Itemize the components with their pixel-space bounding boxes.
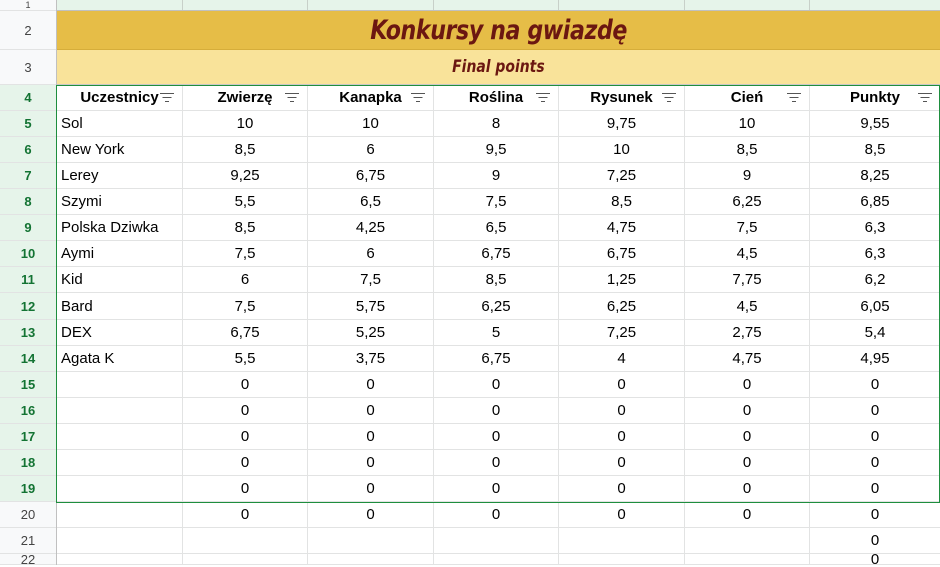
- cell-value: 0: [240, 454, 250, 471]
- column-header-2[interactable]: [308, 85, 434, 111]
- cell-value: 0: [617, 376, 626, 393]
- cell-value: 0: [491, 454, 501, 471]
- cell-value: 2,75: [732, 324, 762, 341]
- sheet-subtitle: Final points: [452, 57, 545, 77]
- cell-value: 6,5: [360, 193, 381, 210]
- score-cell[interactable]: [559, 450, 685, 476]
- score-cell[interactable]: [308, 111, 434, 137]
- cell-value: 0: [366, 480, 375, 497]
- score-cell[interactable]: [308, 528, 434, 554]
- cell-value: 0: [870, 506, 880, 523]
- cell-value: 0: [240, 376, 250, 393]
- column-header-6[interactable]: [810, 85, 940, 111]
- score-cell[interactable]: [183, 267, 308, 293]
- cell-value: 0: [742, 402, 752, 419]
- score-cell[interactable]: [559, 111, 685, 137]
- row-header-10[interactable]: 10: [0, 241, 56, 267]
- cell-value: 7,25: [606, 167, 637, 184]
- score-cell[interactable]: [434, 189, 559, 215]
- score-cell[interactable]: [308, 424, 434, 450]
- cell-value: 10: [236, 115, 254, 132]
- cell-value: 6,25: [732, 193, 762, 210]
- cell-value: 7,5: [360, 271, 381, 288]
- cell-value: 6,3: [864, 245, 886, 262]
- column-header-3[interactable]: [434, 85, 559, 111]
- cell-value: Agata K: [61, 350, 115, 367]
- score-cell[interactable]: [434, 476, 559, 502]
- cell-value: 3,75: [355, 350, 386, 367]
- score-cell[interactable]: [308, 320, 434, 346]
- name-cell[interactable]: [57, 398, 183, 424]
- score-cell[interactable]: [559, 320, 685, 346]
- cell-value: 0: [870, 376, 880, 393]
- cell-value: 0: [491, 402, 501, 419]
- cell-value: 0: [617, 428, 626, 445]
- cell-value: 0: [366, 454, 375, 471]
- cell-value: 4,75: [732, 350, 762, 367]
- cell-value: 0: [366, 376, 375, 393]
- row-header-22[interactable]: 22: [0, 554, 56, 565]
- name-cell[interactable]: [57, 111, 183, 137]
- score-cell[interactable]: [685, 528, 810, 554]
- cell-value: Kanapka: [339, 89, 402, 106]
- row-header-11[interactable]: 11: [0, 267, 56, 293]
- score-cell[interactable]: [434, 528, 559, 554]
- cell-value: Lerey: [61, 167, 99, 184]
- score-cell[interactable]: [308, 476, 434, 502]
- cell-value: 0: [240, 480, 250, 497]
- score-cell[interactable]: [685, 398, 810, 424]
- score-cell[interactable]: [559, 476, 685, 502]
- cell-value: 4,75: [606, 219, 637, 236]
- cell-value: 0: [366, 402, 375, 419]
- row-header-4[interactable]: 4: [0, 85, 56, 111]
- score-cell[interactable]: [810, 372, 940, 398]
- cell-value: 6,25: [481, 297, 511, 315]
- cell-value: 8,5: [736, 141, 758, 158]
- score-cell[interactable]: [308, 163, 434, 189]
- score-cell[interactable]: [559, 502, 685, 528]
- cell-value: New York: [61, 141, 125, 158]
- cell-value: 0: [742, 506, 752, 523]
- score-cell[interactable]: [434, 163, 559, 189]
- column-header-4[interactable]: [559, 85, 685, 111]
- name-cell[interactable]: [57, 320, 183, 346]
- filter-icon[interactable]: [411, 93, 425, 103]
- score-cell[interactable]: [183, 320, 308, 346]
- score-cell[interactable]: [685, 346, 810, 372]
- cell-value: 9: [491, 167, 501, 184]
- cell-value: 10: [613, 141, 630, 158]
- cell-value: 0: [617, 506, 626, 523]
- score-cell[interactable]: [685, 137, 810, 163]
- cell-value: 6,75: [355, 167, 386, 184]
- name-cell[interactable]: [57, 450, 183, 476]
- score-cell[interactable]: [810, 163, 940, 189]
- cell-value: Kid: [61, 271, 83, 288]
- name-cell[interactable]: [57, 267, 183, 293]
- score-cell[interactable]: [434, 398, 559, 424]
- cell-value: 5,4: [864, 324, 886, 341]
- cell-value: 6,05: [860, 297, 890, 315]
- score-cell[interactable]: [308, 398, 434, 424]
- name-cell[interactable]: [57, 241, 183, 267]
- score-cell[interactable]: [559, 241, 685, 267]
- row-header-16[interactable]: 16: [0, 398, 56, 424]
- cell-value: 7,75: [732, 271, 762, 288]
- cell-value: 0: [617, 402, 626, 419]
- filter-icon[interactable]: [285, 93, 299, 103]
- cell-value: 8,5: [234, 141, 256, 158]
- score-cell[interactable]: [685, 450, 810, 476]
- score-cell[interactable]: [308, 267, 434, 293]
- cell-value: 4,25: [355, 219, 386, 236]
- name-cell[interactable]: [57, 189, 183, 215]
- filter-icon[interactable]: [160, 93, 174, 103]
- cell-value: 4: [617, 350, 626, 367]
- score-cell[interactable]: [559, 346, 685, 372]
- cell-value: 0: [742, 480, 752, 497]
- score-cell[interactable]: [183, 502, 308, 528]
- name-cell[interactable]: [57, 554, 183, 565]
- name-cell[interactable]: [57, 215, 183, 241]
- cell-value: 9,55: [860, 115, 890, 132]
- score-cell[interactable]: [685, 476, 810, 502]
- name-cell[interactable]: [57, 137, 183, 163]
- filter-icon[interactable]: [662, 93, 676, 103]
- name-cell[interactable]: [57, 163, 183, 189]
- score-cell[interactable]: [810, 137, 940, 163]
- cell-value: Cień: [730, 89, 764, 106]
- score-cell[interactable]: [183, 554, 308, 565]
- score-cell[interactable]: [810, 554, 940, 565]
- name-cell[interactable]: [57, 476, 183, 502]
- score-cell[interactable]: [183, 241, 308, 267]
- score-cell[interactable]: [685, 554, 810, 565]
- score-cell[interactable]: [434, 241, 559, 267]
- cell-value: 7,5: [485, 193, 507, 210]
- score-cell[interactable]: [559, 215, 685, 241]
- cell-value: 6,85: [860, 193, 890, 210]
- column-header-1[interactable]: [183, 85, 308, 111]
- cell-value: Aymi: [61, 245, 95, 262]
- row-header-18[interactable]: 18: [0, 450, 56, 476]
- cell-value: 7,25: [606, 324, 637, 341]
- cell-value: 1,25: [606, 271, 637, 288]
- score-cell[interactable]: [308, 215, 434, 241]
- score-cell[interactable]: [810, 293, 940, 320]
- cell-value: 8,5: [485, 271, 507, 288]
- score-cell[interactable]: [559, 163, 685, 189]
- cell-value: 9: [742, 167, 752, 184]
- cell-value: 6,75: [230, 324, 260, 341]
- cell-value: Roślina: [468, 89, 524, 106]
- cell-value: 0: [742, 454, 752, 471]
- row-headers: [0, 0, 57, 565]
- row-header-5[interactable]: 5: [0, 111, 56, 137]
- score-cell[interactable]: [559, 137, 685, 163]
- name-cell[interactable]: [57, 346, 183, 372]
- cell-value: 6: [366, 245, 375, 262]
- cell-value: 0: [870, 402, 880, 419]
- cell-value: Sol: [61, 115, 83, 132]
- row-header-7[interactable]: 7: [0, 163, 56, 189]
- score-cell[interactable]: [183, 528, 308, 554]
- score-cell[interactable]: [183, 476, 308, 502]
- score-cell[interactable]: [810, 111, 940, 137]
- score-cell[interactable]: [434, 554, 559, 565]
- cell-value: 4,95: [860, 350, 890, 367]
- score-cell[interactable]: [434, 372, 559, 398]
- row-header-13[interactable]: 13: [0, 320, 56, 346]
- cell-value: 0: [870, 554, 880, 565]
- score-cell[interactable]: [685, 241, 810, 267]
- score-cell[interactable]: [308, 554, 434, 565]
- score-cell[interactable]: [685, 215, 810, 241]
- cell-value: 5,5: [234, 193, 256, 210]
- score-cell[interactable]: [308, 137, 434, 163]
- cell-value: Szymi: [61, 193, 102, 210]
- column-header-5[interactable]: [685, 85, 810, 111]
- cell-value: 10: [738, 115, 756, 132]
- cell-value: 7,5: [736, 219, 758, 236]
- score-cell[interactable]: [434, 293, 559, 320]
- row-header-14[interactable]: 14: [0, 346, 56, 372]
- score-cell[interactable]: [559, 189, 685, 215]
- score-cell[interactable]: [183, 424, 308, 450]
- score-cell[interactable]: [183, 293, 308, 320]
- cell-value: 0: [617, 454, 626, 471]
- row-header-17[interactable]: 17: [0, 424, 56, 450]
- row-header-2[interactable]: 2: [0, 11, 56, 50]
- score-cell[interactable]: [685, 320, 810, 346]
- score-cell[interactable]: [810, 424, 940, 450]
- cell-value: 8: [491, 115, 501, 132]
- score-cell[interactable]: [685, 502, 810, 528]
- cell-value: 6,2: [864, 271, 886, 288]
- cell-value: 4,5: [736, 245, 758, 262]
- score-cell[interactable]: [685, 189, 810, 215]
- cell-value: 0: [617, 480, 626, 497]
- cell-value: 6,75: [606, 245, 637, 262]
- score-cell[interactable]: [559, 528, 685, 554]
- cell-value: Polska Dziwka: [61, 219, 159, 236]
- row-header-6[interactable]: 6: [0, 137, 56, 163]
- score-cell[interactable]: [308, 502, 434, 528]
- cell-value: 6,25: [606, 297, 637, 315]
- cell-value: 6,75: [481, 350, 511, 367]
- score-cell[interactable]: [434, 137, 559, 163]
- cell-value: 7,5: [234, 245, 256, 262]
- cell-value: 7,5: [234, 297, 256, 315]
- name-cell[interactable]: [57, 502, 183, 528]
- cell-value: 5: [491, 324, 501, 341]
- row-header-15[interactable]: 15: [0, 372, 56, 398]
- score-cell[interactable]: [308, 450, 434, 476]
- cell-value: 0: [491, 506, 501, 523]
- row-header-20[interactable]: 20: [0, 502, 56, 528]
- cell-value: 0: [366, 428, 375, 445]
- score-cell[interactable]: [434, 346, 559, 372]
- score-cell[interactable]: [810, 346, 940, 372]
- cell-value: 0: [870, 454, 880, 471]
- row-header-12[interactable]: 12: [0, 293, 56, 320]
- cell-value: Zwierzę: [217, 89, 273, 106]
- score-cell[interactable]: [183, 111, 308, 137]
- row-header-9[interactable]: 9: [0, 215, 56, 241]
- name-cell[interactable]: [57, 372, 183, 398]
- cell-value: 4,5: [736, 297, 758, 315]
- sheet-title: Konkursy na gwiazdę: [370, 14, 627, 46]
- filter-icon[interactable]: [918, 93, 932, 103]
- name-cell[interactable]: [57, 424, 183, 450]
- score-cell[interactable]: [559, 372, 685, 398]
- score-cell[interactable]: [559, 398, 685, 424]
- score-cell[interactable]: [685, 163, 810, 189]
- filter-icon[interactable]: [536, 93, 550, 103]
- score-cell[interactable]: [308, 372, 434, 398]
- score-cell[interactable]: [559, 267, 685, 293]
- cell-value: 6: [240, 271, 250, 288]
- cell-value: Punkty: [849, 89, 900, 106]
- score-cell[interactable]: [308, 293, 434, 320]
- filter-icon[interactable]: [787, 93, 801, 103]
- cell-value: 5,5: [234, 350, 256, 367]
- score-cell[interactable]: [308, 189, 434, 215]
- cell-value: 0: [870, 480, 880, 497]
- column-header-0[interactable]: [57, 85, 183, 111]
- cell-value: 5,75: [355, 297, 386, 315]
- cell-value: 0: [491, 480, 501, 497]
- score-cell[interactable]: [685, 372, 810, 398]
- row-header-19[interactable]: 19: [0, 476, 56, 502]
- score-cell[interactable]: [183, 163, 308, 189]
- score-cell[interactable]: [434, 111, 559, 137]
- cell-value: 0: [491, 428, 501, 445]
- cell-value: 8,5: [611, 193, 632, 210]
- row-header-8[interactable]: 8: [0, 189, 56, 215]
- cell-value: 6: [366, 141, 375, 158]
- cell-value: 8,5: [864, 141, 886, 158]
- score-cell[interactable]: [810, 528, 940, 554]
- cell-value: 5,25: [355, 324, 386, 341]
- title-cell[interactable]: [57, 11, 940, 50]
- cell-value: 0: [870, 532, 880, 549]
- cell-value: 0: [742, 376, 752, 393]
- score-cell[interactable]: [308, 241, 434, 267]
- cell-value: 0: [742, 428, 752, 445]
- row-header-1[interactable]: 1: [0, 0, 56, 11]
- score-cell[interactable]: [685, 293, 810, 320]
- score-cell[interactable]: [559, 554, 685, 565]
- cell-value: Uczestnicy: [80, 89, 159, 106]
- score-cell[interactable]: [685, 267, 810, 293]
- cell-value: 6,75: [481, 245, 511, 262]
- subtitle-cell[interactable]: [57, 50, 940, 85]
- score-cell[interactable]: [183, 372, 308, 398]
- cell-value: 8,5: [234, 219, 256, 236]
- cell-value: 8,25: [860, 167, 890, 184]
- score-cell[interactable]: [810, 502, 940, 528]
- column-header-strip[interactable]: [56, 0, 940, 11]
- score-cell[interactable]: [685, 424, 810, 450]
- cell-value: 0: [240, 402, 250, 419]
- row-header-3[interactable]: 3: [0, 50, 56, 85]
- cell-value: 10: [362, 115, 379, 132]
- score-cell[interactable]: [434, 320, 559, 346]
- cell-value: 0: [870, 428, 880, 445]
- score-cell[interactable]: [434, 502, 559, 528]
- name-cell[interactable]: [57, 293, 183, 320]
- score-cell[interactable]: [434, 450, 559, 476]
- cell-value: 9,75: [606, 115, 637, 132]
- cell-value: DEX: [61, 324, 92, 341]
- score-cell[interactable]: [183, 346, 308, 372]
- score-cell[interactable]: [810, 398, 940, 424]
- score-cell[interactable]: [685, 111, 810, 137]
- score-cell[interactable]: [810, 476, 940, 502]
- cell-value: 6,3: [864, 219, 886, 236]
- cell-value: 9,5: [485, 141, 507, 158]
- score-cell[interactable]: [308, 346, 434, 372]
- score-cell[interactable]: [183, 398, 308, 424]
- score-cell[interactable]: [810, 215, 940, 241]
- cell-value: 0: [240, 428, 250, 445]
- score-cell[interactable]: [810, 320, 940, 346]
- score-cell[interactable]: [434, 267, 559, 293]
- score-cell[interactable]: [810, 267, 940, 293]
- score-cell[interactable]: [810, 241, 940, 267]
- cell-value: Rysunek: [590, 89, 653, 106]
- name-cell[interactable]: [57, 528, 183, 554]
- cell-value: 9,25: [230, 167, 260, 184]
- cell-value: 0: [366, 506, 375, 523]
- score-cell[interactable]: [183, 137, 308, 163]
- cell-value: 6,5: [485, 219, 507, 236]
- score-cell[interactable]: [434, 424, 559, 450]
- cell-value: Bard: [61, 297, 93, 315]
- cell-value: 0: [491, 376, 501, 393]
- score-cell[interactable]: [810, 450, 940, 476]
- score-cell[interactable]: [183, 450, 308, 476]
- score-cell[interactable]: [183, 215, 308, 241]
- score-cell[interactable]: [559, 424, 685, 450]
- row-header-21[interactable]: 21: [0, 528, 56, 554]
- cell-value: 0: [240, 506, 250, 523]
- score-cell[interactable]: [434, 215, 559, 241]
- score-cell[interactable]: [810, 189, 940, 215]
- score-cell[interactable]: [183, 189, 308, 215]
- score-cell[interactable]: [559, 293, 685, 320]
